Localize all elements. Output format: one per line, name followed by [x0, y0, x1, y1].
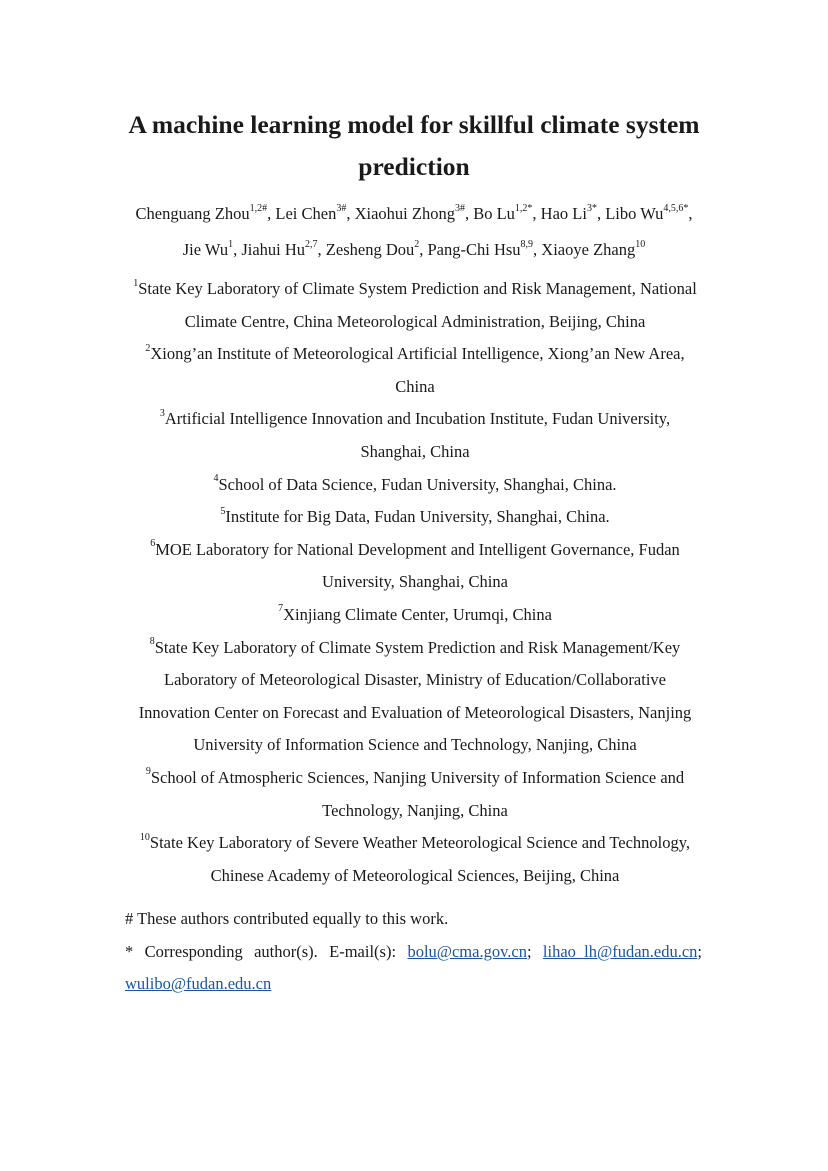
affiliation-line: MOE Laboratory for National Development and Intelligent Governance, Fudan: [155, 539, 680, 559]
author: [326, 240, 419, 259]
affiliation-number: 5: [220, 505, 226, 517]
author-name: Lei Chen: [275, 204, 337, 223]
author: [541, 204, 597, 223]
author-name: Pang-Chi Hsu: [427, 240, 521, 259]
author-notes: [125, 903, 702, 1001]
affiliation: [105, 762, 725, 827]
author-affiliation-mark: 3#: [336, 202, 347, 214]
author-name: Jiahui Hu: [241, 240, 306, 259]
affiliation-line: School of Atmospheric Sciences, Nanjing University of Information Science and: [150, 767, 685, 787]
affiliation-line: Technology, Nanjing, China: [322, 800, 508, 820]
author: [183, 240, 233, 259]
author-name: Zesheng Dou: [325, 240, 415, 259]
affiliation-number: 1: [133, 277, 139, 289]
affiliation-line: State Key Laboratory of Severe Weather Meteorological Science and Technology,: [149, 833, 691, 853]
author-name: Hao Li: [540, 204, 587, 223]
affiliation-number: 7: [278, 603, 284, 615]
author: [275, 204, 346, 223]
author-affiliation-mark: 10: [635, 238, 646, 250]
affiliation-line: State Key Laboratory of Climate System Prediction and Risk Management/Key: [154, 637, 681, 657]
author: [136, 204, 268, 223]
author-affiliation-mark: 2,7: [305, 238, 318, 250]
affiliation-line: School of Data Science, Fudan University, Shanghai, China.: [218, 474, 617, 494]
author-name: Chenguang Zhou: [135, 204, 250, 223]
affiliation-line: Shanghai, China: [360, 441, 470, 461]
author-affiliation-mark: 2: [414, 238, 420, 250]
author-list: Chenguang Zhou$^{1,2\#}$, Lei Chen$^{3\#}$, Xiaohui Zhong$^{3\#}$, Bo $Lu^{1,2*}$, Hao $Li^{3*}$, Libo $Wu^{4,5,6*}$, Jie Wu$^1$, Jiahui Hu$^{2,7}$, Zesheng Dou$^2$, Pang-Chi Hsu$^{8,9}$, Xiaoye Zhang$^{10}$: [135, 202, 693, 259]
author-affiliation-mark: 1: [228, 238, 234, 250]
author-affiliation-mark: 8,9: [520, 238, 534, 250]
email-link[interactable]: bolu@cma.gov.cn: [407, 941, 527, 961]
affiliation-list: [105, 273, 725, 892]
author: [355, 204, 465, 223]
affiliation-line: University of Information Science and Technology, Nanjing, China: [193, 735, 637, 755]
affiliation: [105, 338, 725, 403]
author-name: Libo Wu: [605, 204, 664, 223]
affiliation-line: China: [395, 376, 435, 396]
affiliation: [105, 403, 725, 468]
email-link[interactable]: wulibo@fudan.edu.cn: [125, 974, 272, 994]
affiliation: [105, 632, 725, 762]
affiliation: [105, 501, 725, 534]
author-affiliation-mark: 4,5,6*: [663, 202, 689, 214]
affiliation-line: State Key Laboratory of Climate System Prediction and Risk Management, National: [138, 279, 697, 298]
author: [605, 204, 688, 223]
affiliation: [105, 827, 725, 892]
affiliation-line: Climate Centre, China Meteorological Administration, Beijing, China: [184, 311, 646, 331]
author-affiliation-mark: 1,2#: [249, 202, 268, 214]
affiliation-number: 10: [139, 831, 150, 843]
affiliation: [105, 273, 725, 338]
author-name: Jie Wu: [182, 240, 229, 259]
paper-title: A machine learning model for skillful climate system prediction: [128, 110, 700, 181]
author: [241, 240, 317, 259]
affiliation-line: Xiong’an Institute of Meteorological Artificial Intelligence, Xiong’an New Area,: [150, 344, 685, 364]
equal-contribution-note: # These authors contributed equally to this work.: [125, 909, 449, 928]
affiliation-number: 8: [149, 636, 155, 648]
author: [473, 204, 532, 223]
author-name: Xiaoye Zhang: [541, 240, 636, 259]
corresponding-author-note: * Corresponding author(s). E-mail(s): bolu@cma.gov.cn; lihao_lh@fudan.edu.cn; wulibo@fudan.edu.cn: [125, 941, 703, 994]
affiliation-line: Xinjiang Climate Center, Urumqi, China: [283, 604, 552, 624]
affiliation-number: 6: [150, 538, 156, 550]
author-name: Xiaohui Zhong: [354, 204, 455, 223]
author: [428, 240, 534, 259]
affiliation-number: 2: [145, 342, 151, 354]
corresponding-author-label: * Corresponding author(s). E-mail(s):: [125, 941, 397, 961]
author-affiliation-mark: 3*: [586, 202, 597, 214]
author-name: Bo Lu: [473, 204, 515, 223]
author-affiliation-mark: 1,2*: [514, 202, 533, 214]
affiliation-number: 3: [159, 407, 165, 419]
affiliation-line: Artificial Intelligence Innovation and Incubation Institute, Fudan University,: [164, 409, 671, 429]
author: [541, 240, 645, 259]
affiliation-line: Institute for Big Data, Fudan University, Shanghai, China.: [225, 507, 610, 527]
affiliation-number: 4: [213, 473, 219, 485]
affiliation: [105, 469, 725, 502]
affiliation-number: 9: [145, 766, 151, 778]
affiliation: [105, 599, 725, 632]
author-affiliation-mark: 3#: [454, 202, 465, 214]
affiliation-line: Chinese Academy of Meteorological Sciences, Beijing, China: [210, 865, 620, 885]
affiliation-line: University, Shanghai, China: [322, 572, 508, 592]
affiliation: [105, 534, 725, 599]
affiliation-line: Laboratory of Meteorological Disaster, Ministry of Education/Collaborative: [164, 670, 666, 690]
affiliation-line: Innovation Center on Forecast and Evaluation of Meteorological Disasters, Nanjing: [138, 702, 692, 722]
email-link[interactable]: lihao_lh@fudan.edu.cn: [542, 941, 698, 961]
